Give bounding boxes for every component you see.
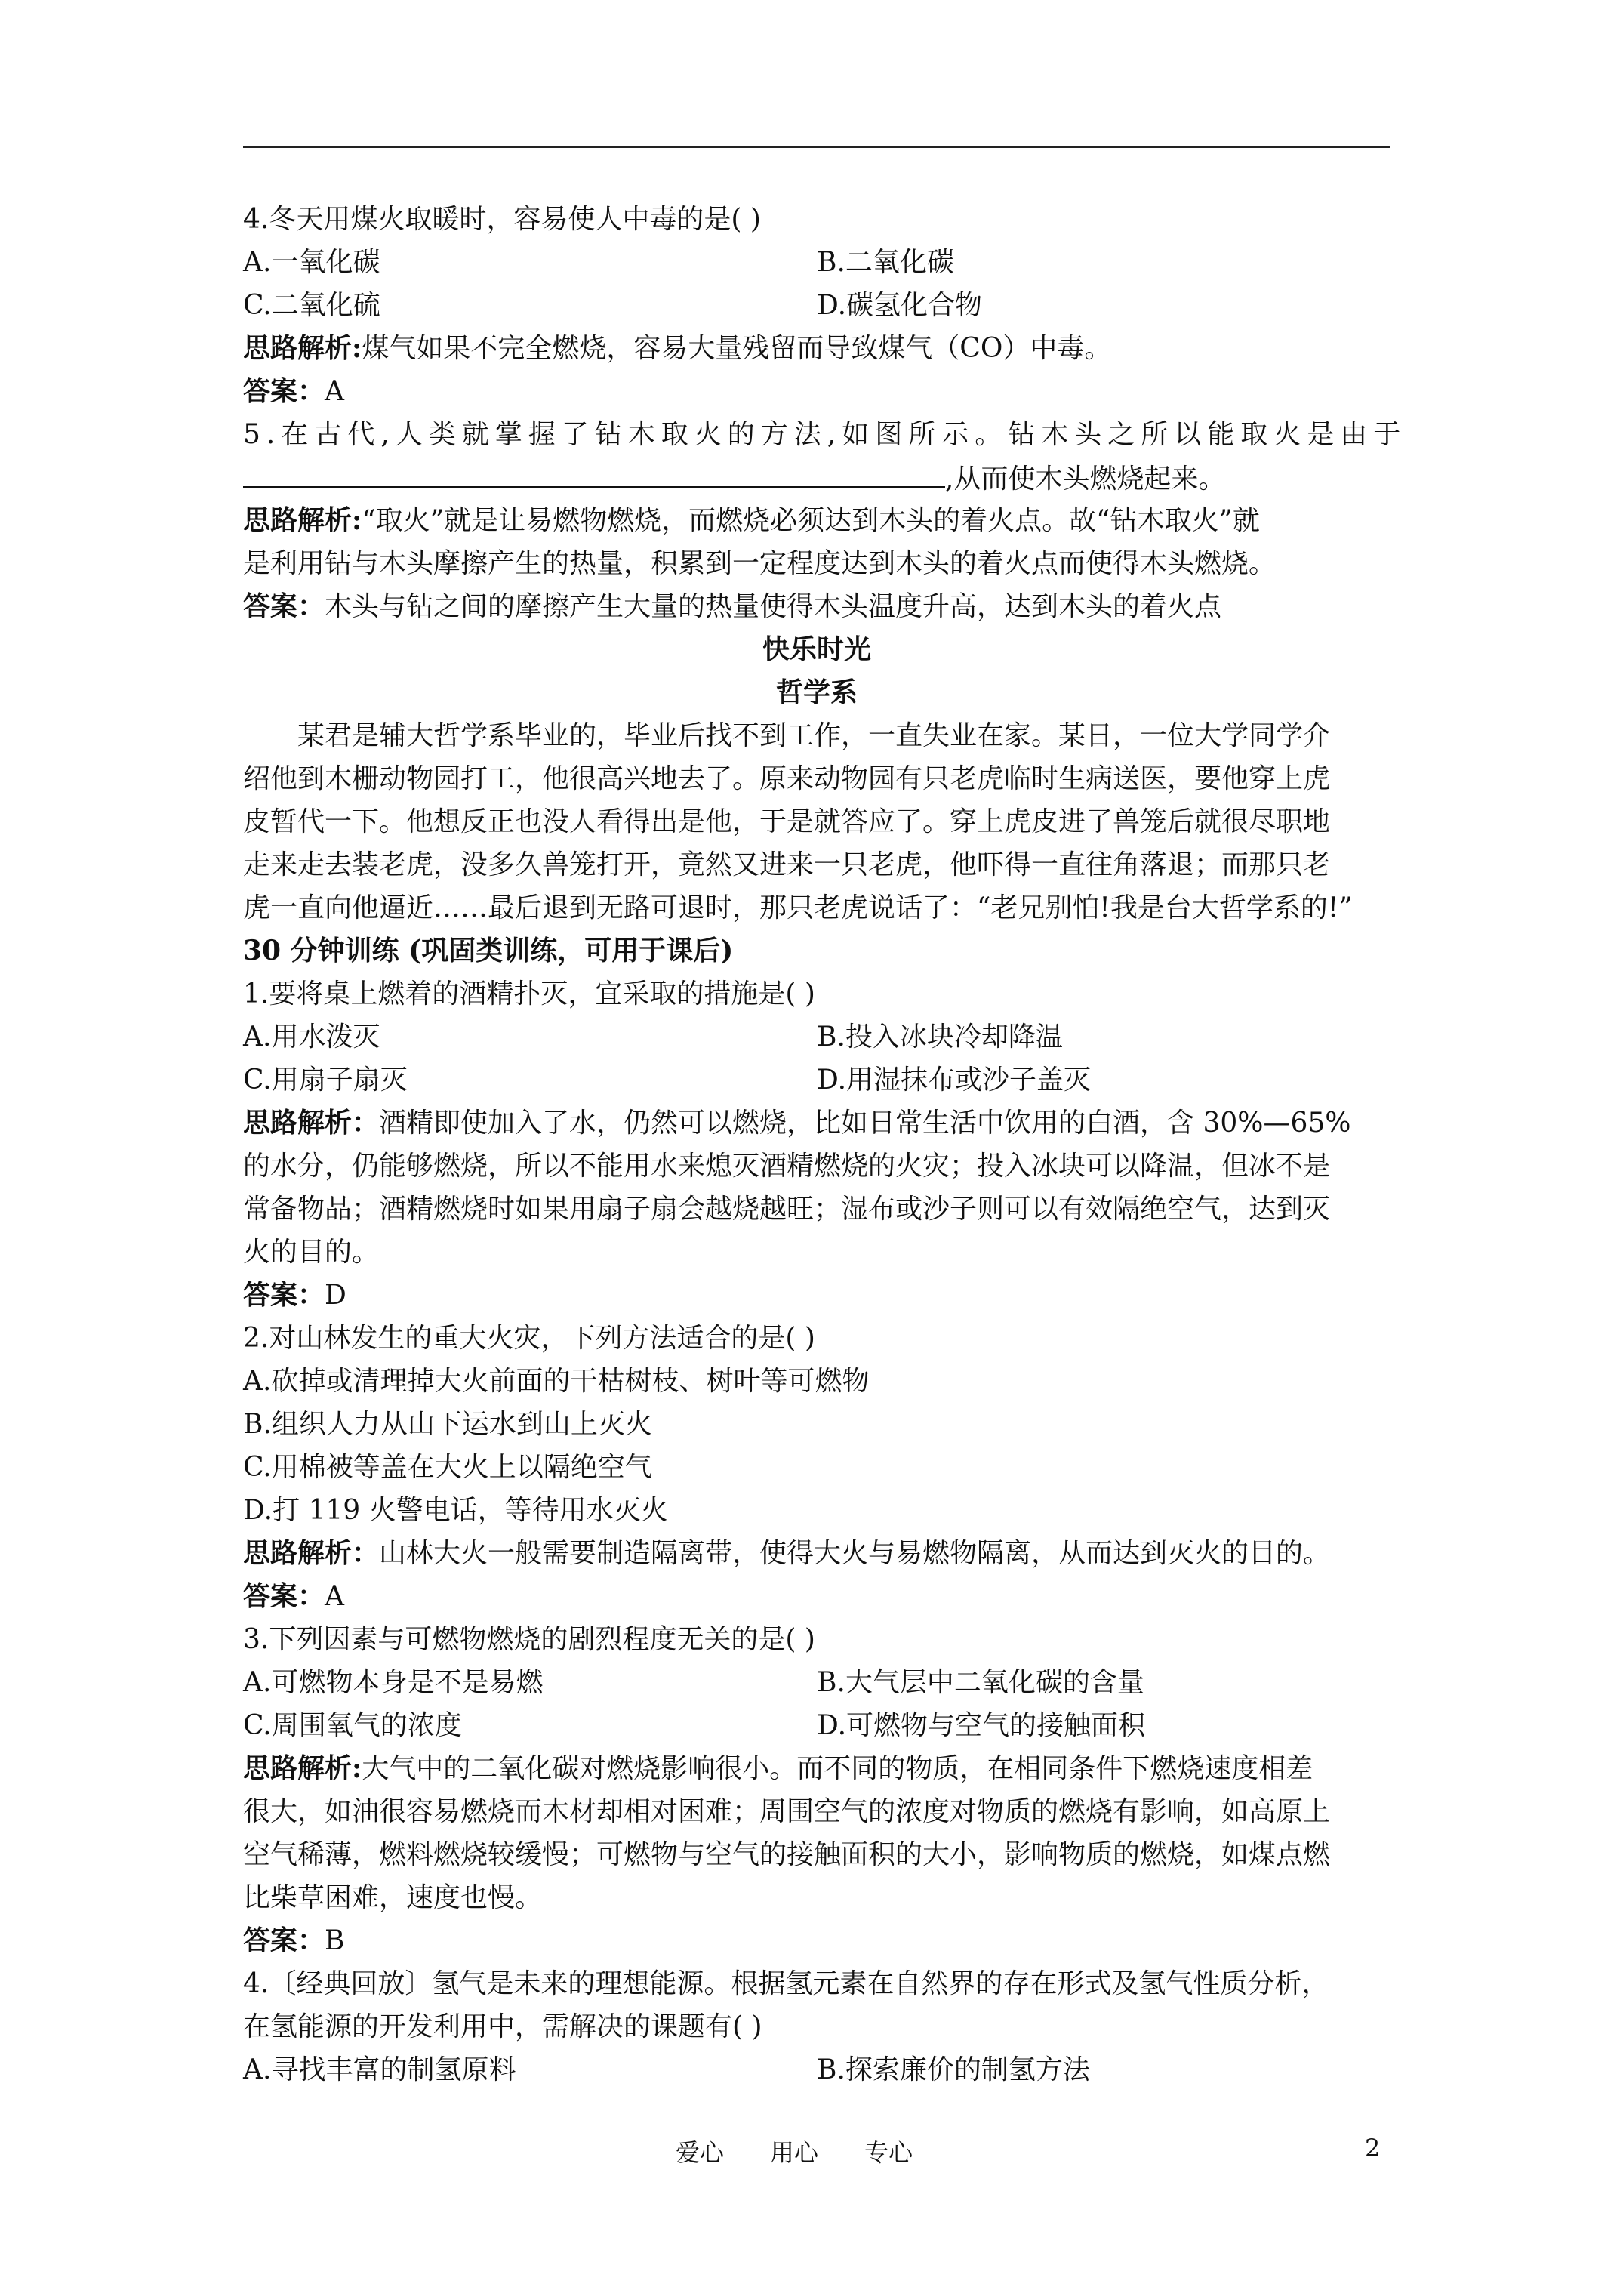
q2-option-b: B.组织人力从山下运水到山上灭火 — [243, 1409, 652, 1440]
q2-analysis — [243, 1532, 1390, 1575]
page-number: 2 — [1365, 2134, 1381, 2162]
answer-blank — [243, 456, 945, 488]
story-line: 皮暂代一下。他想反正也没人看得出是他，于是就答应了。穿上虎皮进了兽笼后就很尽职地 — [243, 806, 1331, 837]
q1-analysis-line2: 的水分，仍能够燃烧，所以不能用水来熄灭酒精燃烧的火灾；投入冰块可以降温，但冰不是 — [243, 1151, 1331, 1182]
story-line: 虎一直向他逼近……最后退到无路可退时，那只老虎说话了：“老兄别怕!我是台大哲学系的!” — [243, 892, 1353, 923]
q2-option-a: A.砍掉或清理掉大火前面的干枯树枝、树叶等可燃物 — [243, 1366, 870, 1397]
q1-analysis-line4: 火的目的。 — [243, 1237, 380, 1268]
analysis-text: 山林大火一般需要制造隔离带，使得大火与易燃物隔离，从而达到灭火的目的。 — [379, 1538, 1331, 1569]
answer-text: A — [325, 376, 345, 407]
q3-option-b: B.大气层中二氧化碳的含量 — [817, 1667, 1144, 1698]
section-heading: 30 分钟训练 (巩固类训练，可用于课后) — [243, 935, 734, 966]
story-line: 绍他到木栅动物园打工，他很高兴地去了。原来动物园有只老虎临时生病送医，要他穿上虎 — [243, 763, 1331, 794]
q5-blank-suffix: ,从而使木头燃烧起来。 — [945, 464, 1226, 495]
q4a-stem: 4.冬天用煤火取暖时，容易使人中毒的是( ) — [243, 204, 761, 235]
analysis-text: “取火”就是让易燃物燃烧，而燃烧必须达到木头的着火点。故“钻木取火”就 — [362, 505, 1260, 536]
q1-analysis-line3: 常备物品；酒精燃烧时如果用扇子扇会越烧越旺；湿布或沙子则可以有效隔绝空气，达到灭 — [243, 1194, 1331, 1225]
header-rule — [243, 146, 1390, 148]
answer-text: B — [325, 1925, 345, 1956]
q4a-option-b: B.二氧化碳 — [817, 247, 954, 278]
q1-option-c: C.用扇子扇灭 — [243, 1065, 408, 1096]
analysis-label: 思路解析： — [243, 1107, 380, 1139]
q5-analysis-line2: 是利用钻与木头摩擦产生的热量，积累到一定程度达到木头的着火点而使得木头燃烧。 — [243, 548, 1277, 579]
analysis-text: 煤气如果不完全燃烧，容易大量残留而导致煤气（CO）中毒。 — [362, 333, 1112, 364]
q1-options-row1 — [243, 1015, 1390, 1059]
q5-analysis-line1 — [243, 499, 1390, 542]
q3-answer — [243, 1919, 1390, 1962]
q2-option-d: D.打 119 火警电话，等待用水灭火 — [243, 1495, 668, 1526]
story-line: 某君是辅大哲学系毕业的，毕业后找不到工作，一直失业在家。某日，一位大学同学介 — [297, 720, 1331, 751]
q1-stem: 1.要将桌上燃着的酒精扑灭，宜采取的措施是( ) — [243, 978, 815, 1009]
q1-analysis-line1 — [243, 1102, 1390, 1145]
q3-options-row1 — [243, 1661, 1390, 1704]
q1-options-row2 — [243, 1059, 1390, 1102]
q4a-option-d: D.碳氢化合物 — [817, 290, 983, 321]
q1-option-b: B.投入冰块冷却降温 — [817, 1022, 1063, 1052]
answer-label: 答案： — [243, 1580, 325, 1612]
answer-text: D — [325, 1280, 346, 1311]
q3-analysis-line1 — [243, 1747, 1390, 1790]
q4b-option-b: B.探索廉价的制氢方法 — [817, 2054, 1090, 2085]
section-title: 快乐时光 — [762, 633, 871, 665]
analysis-label: 思路解析: — [243, 504, 362, 536]
analysis-text: 大气中的二氧化碳对燃烧影响很小。而不同的物质，在相同条件下燃烧速度相差 — [362, 1753, 1313, 1784]
story-title: 哲学系 — [775, 676, 858, 708]
q3-stem: 3.下列因素与可燃物燃烧的剧烈程度无关的是( ) — [243, 1624, 815, 1655]
q3-options-row2 — [243, 1704, 1390, 1747]
q2-option-c: C.用棉被等盖在大火上以隔绝空气 — [243, 1452, 652, 1483]
answer-label: 答案： — [243, 1279, 325, 1311]
analysis-label: 思路解析: — [243, 332, 362, 364]
q3-analysis-line3: 空气稀薄，燃料燃烧较缓慢；可燃物与空气的接触面积的大小，影响物质的燃烧，如煤点燃 — [243, 1839, 1331, 1870]
q4a-analysis — [243, 327, 1390, 370]
q3-option-a: A.可燃物本身是不是易燃 — [243, 1667, 544, 1698]
footer-slogan: 爱心 用心 专心 — [676, 2138, 913, 2167]
q4a-options-row1 — [243, 241, 1390, 284]
q3-option-d: D.可燃物与空气的接触面积 — [817, 1710, 1146, 1741]
q4b-option-a: A.寻找丰富的制氢原料 — [243, 2054, 516, 2085]
q4a-answer — [243, 370, 1390, 413]
q2-stem: 2.对山林发生的重大火灾，下列方法适合的是( ) — [243, 1323, 815, 1354]
q5-answer — [243, 585, 1390, 628]
analysis-text: 酒精即使加入了水，仍然可以燃烧，比如日常生活中饮用的白酒，含 30%—65% — [379, 1108, 1351, 1139]
q2-answer — [243, 1575, 1390, 1618]
story-line: 走来走去装老虎，没多久兽笼打开，竟然又进来一只老虎，他吓得一直往角落退；而那只老 — [243, 849, 1331, 880]
q4a-options-row2 — [243, 284, 1390, 327]
q3-analysis-line2: 很大，如油很容易燃烧而木材却相对困难；周围空气的浓度对物质的燃烧有影响，如高原上 — [243, 1796, 1331, 1827]
q3-analysis-line4: 比柴草困难，速度也慢。 — [243, 1882, 543, 1913]
q4b-options-row1 — [243, 2048, 1390, 2091]
q4a-option-c: C.二氧化硫 — [243, 290, 380, 321]
analysis-label: 思路解析： — [243, 1537, 380, 1569]
analysis-label: 思路解析: — [243, 1752, 362, 1784]
answer-label: 答案： — [243, 1925, 325, 1956]
answer-label: 答案： — [243, 590, 325, 622]
q5-stem: 5.在古代,人类就掌握了钻木取火的方法,如图所示。钻木头之所以能取火是由于 — [243, 419, 1407, 450]
document-body — [243, 198, 1407, 2091]
q1-option-a: A.用水泼灭 — [243, 1022, 380, 1052]
q1-option-d: D.用湿抹布或沙子盖灭 — [817, 1065, 1092, 1096]
q4b-stem-line2: 在氢能源的开发利用中，需解决的课题有( ) — [243, 2011, 762, 2042]
q3-option-c: C.周围氧气的浓度 — [243, 1710, 462, 1741]
q5-blank-line — [243, 456, 1390, 499]
q4b-stem-line1: 4.〔经典回放〕氢气是未来的理想能源。根据氢元素在自然界的存在形式及氢气性质分析， — [243, 1968, 1329, 1999]
answer-label: 答案： — [243, 375, 325, 407]
answer-text: A — [325, 1581, 345, 1612]
q1-answer — [243, 1274, 1390, 1317]
answer-text: 木头与钻之间的摩擦产生大量的热量使得木头温度升高，达到木头的着火点 — [325, 591, 1222, 622]
q4a-option-a: A.一氧化碳 — [243, 247, 380, 278]
